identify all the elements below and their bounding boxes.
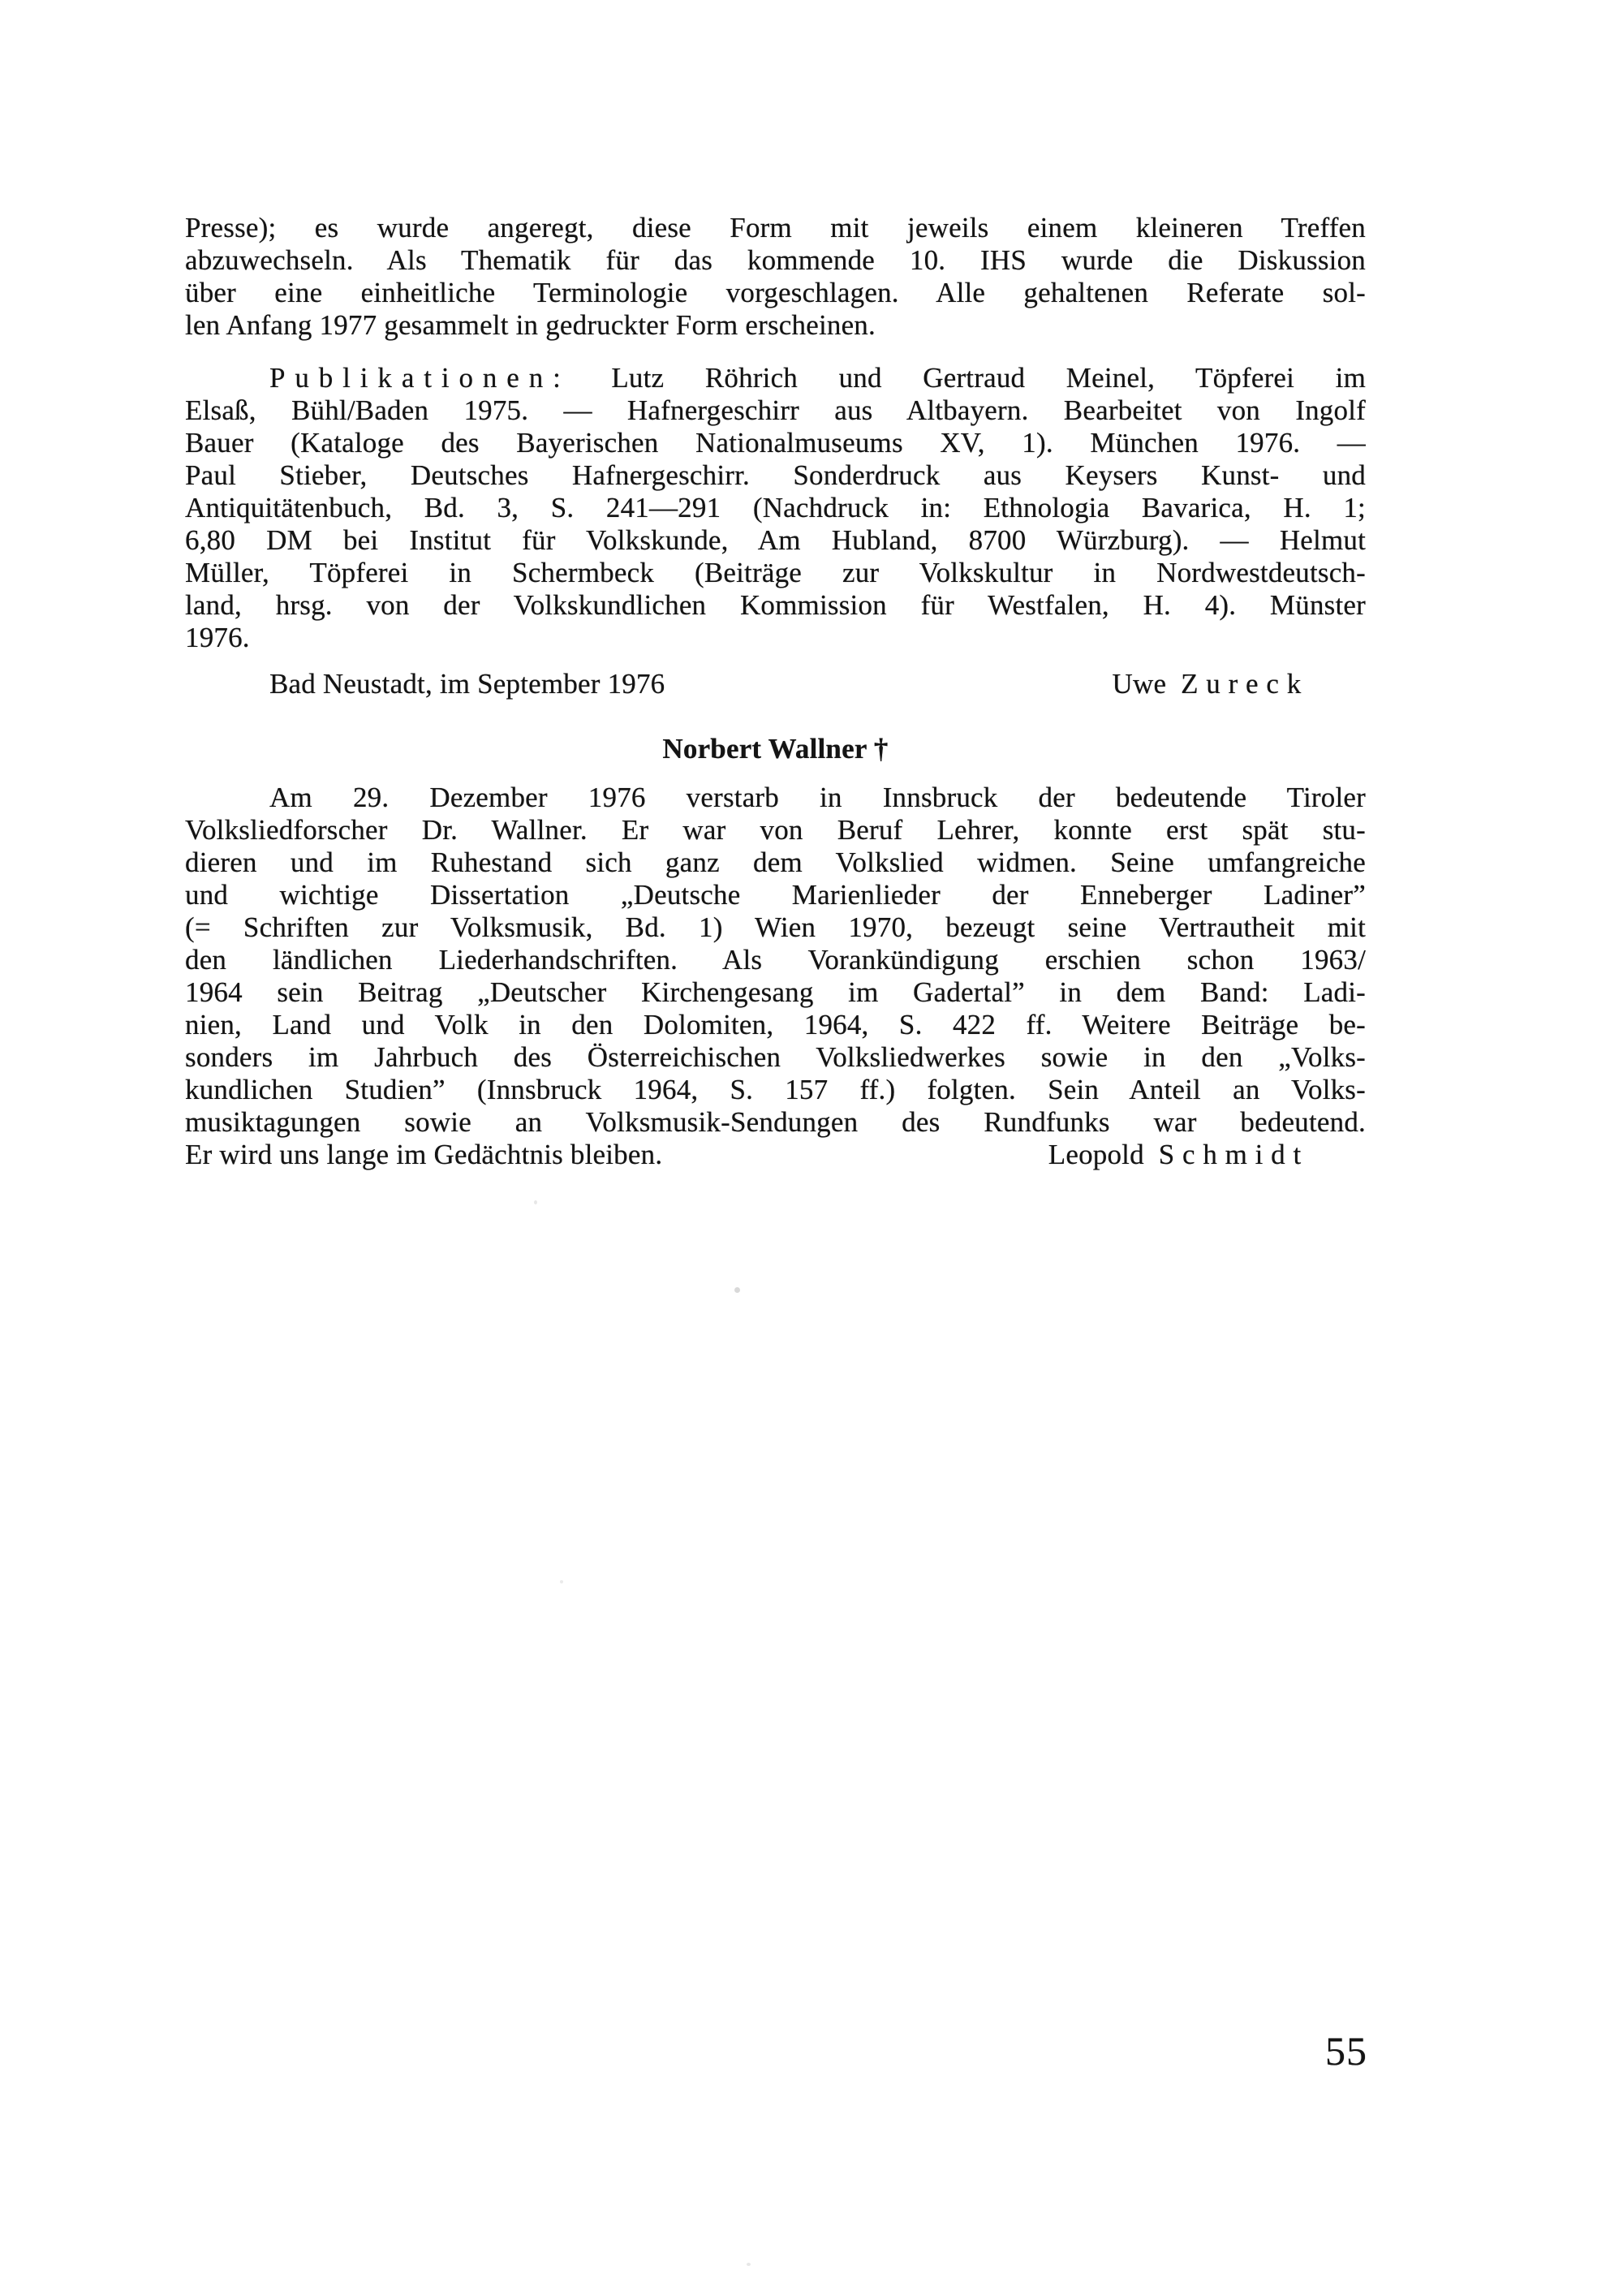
text-line: 1964 sein Beitrag „Deutscher Kirchengesang im Gadertal” in dem Band: Ladi- xyxy=(185,976,1366,1008)
signature-leopold-schmidt xyxy=(1048,1139,1366,1171)
scan-speck xyxy=(534,1200,537,1204)
text-line: über eine einheitliche Terminologie vorgeschlagen. Alle gehaltenen Referate sol- xyxy=(185,277,1366,308)
signature-last-name: Schmidt xyxy=(1158,1139,1309,1170)
paragraph-publikationen xyxy=(185,362,1366,654)
scan-speck xyxy=(734,1287,740,1293)
text-line: Elsaß, Bühl/Baden 1975. — Hafnergeschirr aus Altbayern. Bearbeitet von Ingolf xyxy=(185,394,1366,426)
paragraph-obituary xyxy=(185,782,1366,1171)
text-line: abzuwechseln. Als Thematik für das kommende 10. IHS wurde die Diskussion xyxy=(185,244,1366,276)
text-line: land, hrsg. von der Volkskundlichen Kommission für Westfalen, H. 4). Münster xyxy=(185,589,1366,621)
text-line: Müller, Töpferei in Schermbeck (Beiträge zur Volkskultur in Nordwestdeutsch- xyxy=(185,557,1366,588)
text-line: (= Schriften zur Volksmusik, Bd. 1) Wien 1970, bezeugt seine Vertrautheit mit xyxy=(185,911,1366,943)
text-line: 1976. xyxy=(185,622,250,653)
dateline: Bad Neustadt, im September 1976 xyxy=(269,668,665,700)
publikationen-spaced-label: Publikationen: xyxy=(269,362,570,394)
text-line: Bauer (Kataloge des Bayerischen Nationalmuseums XV, 1). München 1976. — xyxy=(185,427,1366,459)
signature-first-name: Uwe xyxy=(1112,668,1167,700)
scan-speck xyxy=(560,1580,563,1583)
text-line: den ländlichen Liederhandschriften. Als Vorankündigung erschien schon 1963/ xyxy=(185,944,1366,976)
dateline-row xyxy=(185,668,1366,700)
text-line: musiktagungen sowie an Volksmusik-Sendungen des Rundfunks war bedeutend. xyxy=(185,1106,1366,1138)
scan-speck xyxy=(747,2263,751,2266)
text-line: dieren und im Ruhestand sich ganz dem Volkslied widmen. Seine umfangreiche xyxy=(185,846,1366,878)
text-line: 6,80 DM bei Institut für Volkskunde, Am Hubland, 8700 Würzburg). — Helmut xyxy=(185,524,1366,556)
text-line: Presse); es wurde angeregt, diese Form mit jeweils einem kleineren Treffen xyxy=(185,212,1366,243)
signature-uwe-zureck xyxy=(1113,668,1367,700)
text-line xyxy=(185,1139,1366,1171)
text-line: Antiquitätenbuch, Bd. 3, S. 241—291 (Nachdruck in: Ethnologia Bavarica, H. 1; xyxy=(185,492,1366,523)
paragraph-article-end xyxy=(185,212,1366,342)
text-line: kundlichen Studien” (Innsbruck 1964, S. 157 ff.) folgten. Sein Anteil an Volks- xyxy=(185,1074,1366,1105)
text-line: und wichtige Dissertation „Deutsche Marienlieder der Enneberger Ladiner” xyxy=(185,879,1366,911)
text-line: Am 29. Dezember 1976 verstarb in Innsbruck der bedeutende Tiroler xyxy=(269,782,1366,813)
text-run: Lutz Röhrich und Gertraud Meinel, Töpferei im xyxy=(611,362,1366,394)
text-line: nien, Land und Volk in den Dolomiten, 1964, S. 422 ff. Weitere Beiträge be- xyxy=(185,1009,1366,1040)
closing-sentence: Er wird uns lange im Gedächtnis bleiben. xyxy=(185,1139,663,1170)
text-line: len Anfang 1977 gesammelt in gedruckter Form erscheinen. xyxy=(185,309,876,341)
text-line: sonders im Jahrbuch des Österreichischen Volksliedwerkes sowie in den „Volks- xyxy=(185,1041,1366,1073)
text-line: Volksliedforscher Dr. Wallner. Er war von Beruf Lehrer, konnte erst spät stu- xyxy=(185,814,1366,846)
text-line: Paul Stieber, Deutsches Hafnergeschirr. Sonderdruck aus Keysers Kunst- und xyxy=(185,459,1366,491)
obituary-title: Norbert Wallner † xyxy=(662,733,889,765)
text-line xyxy=(185,362,1366,394)
signature-first-name: Leopold xyxy=(1048,1139,1144,1170)
signature-last-name: Zureck xyxy=(1181,668,1309,700)
page-number: 55 xyxy=(1325,2028,1367,2074)
